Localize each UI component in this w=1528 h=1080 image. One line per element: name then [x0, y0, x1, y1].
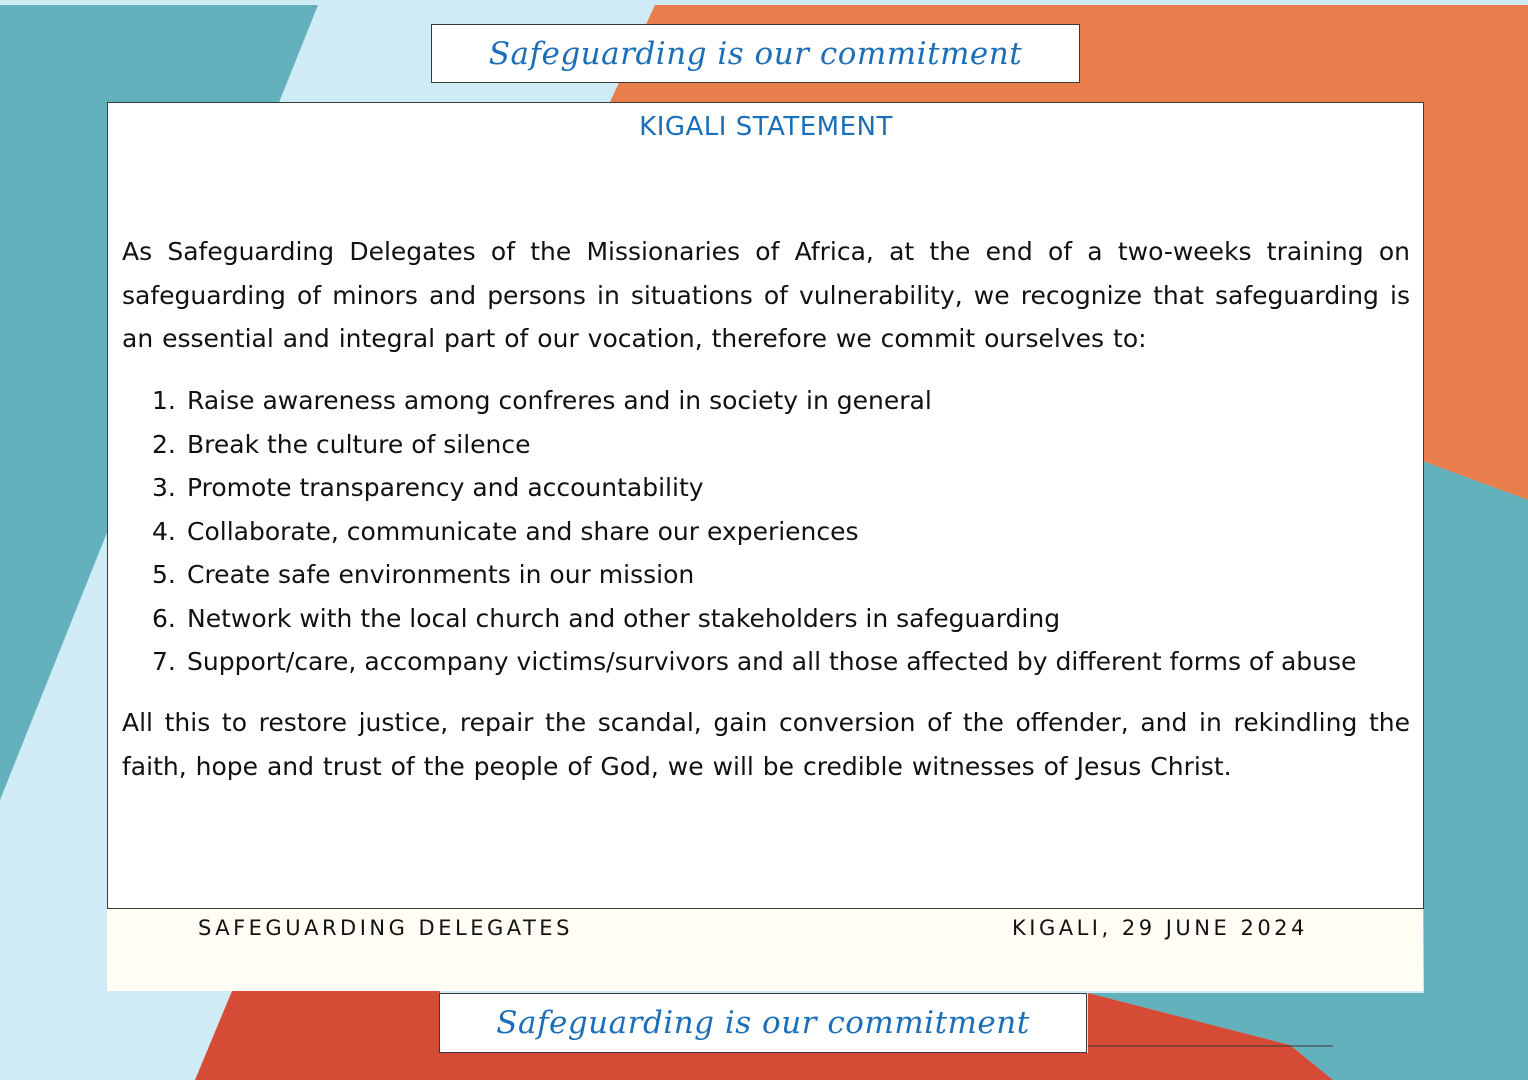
bottom-banner — [439, 993, 1087, 1053]
bottom-banner-text: Safeguarding is our commitment — [496, 1005, 1030, 1041]
signatory-label: SAFEGUARDING DELEGATES — [198, 916, 573, 940]
list-text: Break the culture of silence — [187, 429, 531, 459]
list-text: Create safe environments in our mission — [187, 560, 695, 589]
intro-paragraph: As Safeguarding Delegates of the Missionaries of Africa, at the end of a two-weeks training on safeguarding of minors and persons in situations of vulnerability, we recognize that safeguarding is an essential and integral part of our vocation, therefore we commit ourselves to: — [122, 237, 1410, 353]
list-text: Collaborate, communicate and share our experiences — [187, 516, 859, 546]
list-text: Network with the local church and other stakeholders in safeguarding — [187, 603, 1061, 633]
list-number: 2. — [152, 429, 176, 459]
document-title: KIGALI STATEMENT — [639, 112, 893, 142]
list-text: Promote transparency and accountability — [187, 473, 704, 502]
top-banner — [431, 24, 1080, 83]
list-number: 5. — [152, 560, 176, 589]
list-number: 1. — [152, 386, 176, 415]
place-date-label: KIGALI, 29 JUNE 2024 — [1012, 916, 1308, 940]
list-text: Raise awareness among confreres and in society in general — [187, 386, 932, 415]
list-number: 7. — [152, 647, 176, 676]
list-text: Support/care, accompany victims/survivors and all those affected by different forms of abuse — [187, 647, 1357, 676]
list-number: 3. — [152, 473, 176, 502]
closing-paragraph: All this to restore justice, repair the scandal, gain conversion of the offender, and in rekindling the faith, hope and trust of the people of God, we will be credible witnesses of Jesus Christ. — [122, 708, 1410, 781]
list-number: 4. — [152, 516, 176, 546]
top-banner-text: Safeguarding is our commitment — [488, 35, 1023, 72]
list-number: 6. — [152, 603, 176, 633]
